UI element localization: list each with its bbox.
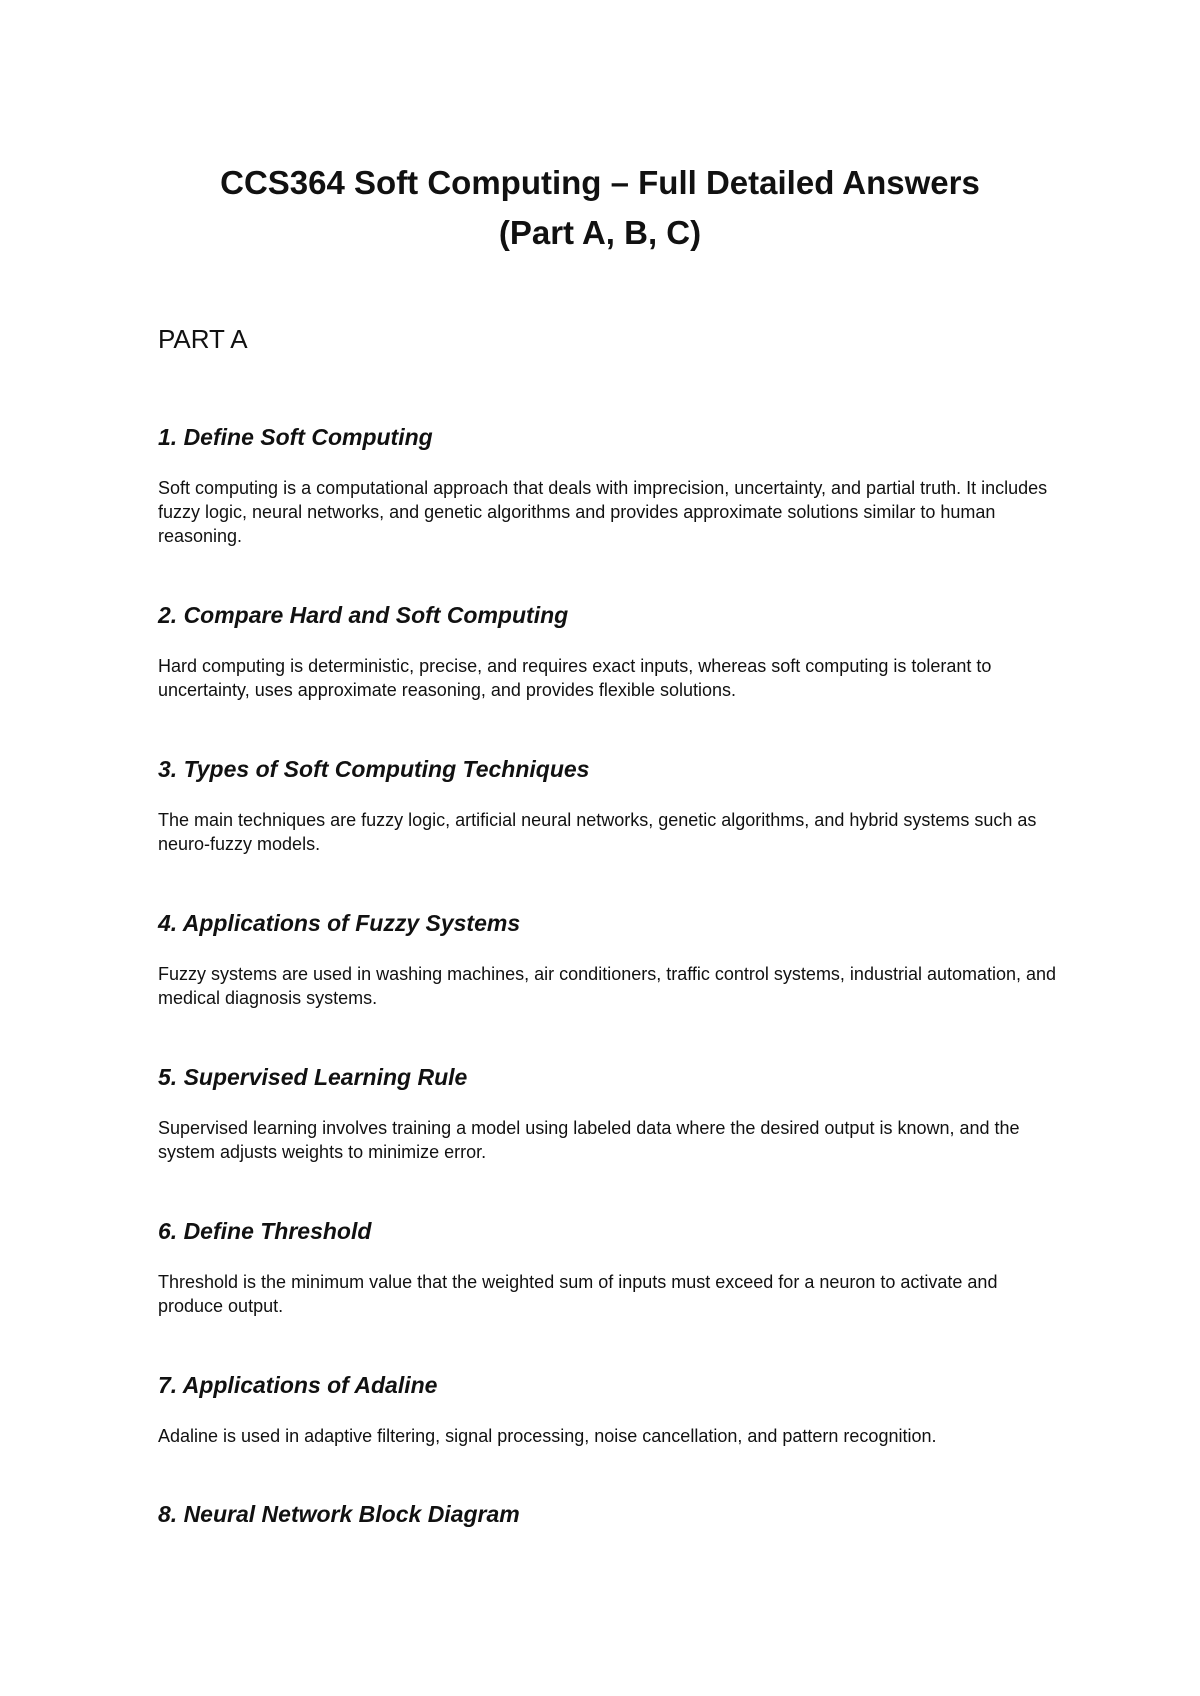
question-5-answer: Supervised learning involves training a model using labeled data where the desired output is known, and the system adjusts weights to minimize error. [158, 1118, 1020, 1162]
question-6-heading: 6. Define Threshold [158, 1218, 372, 1244]
question-7 [158, 1370, 1058, 1448]
question-4-answer: Fuzzy systems are used in washing machines, air conditioners, traffic control systems, industrial automation, and medical diagnosis systems. [158, 964, 1057, 1008]
document-title-line-2: (Part A, B, C) [498, 214, 702, 251]
question-7-heading: 7. Applications of Adaline [158, 1372, 438, 1398]
part-a-heading: PART A [158, 324, 248, 354]
question-7-answer: Adaline is used in adaptive filtering, signal processing, noise cancellation, and pattern recognition. [158, 1426, 937, 1446]
question-1-answer: Soft computing is a computational approach that deals with imprecision, uncertainty, and partial truth. It includes fuzzy logic, neural networks, and genetic algorithms and provides approximate solutions similar to human reasoning. [158, 478, 1048, 546]
question-1 [158, 422, 1058, 548]
document-title [120, 158, 1080, 258]
question-2-heading: 2. Compare Hard and Soft Computing [158, 602, 569, 628]
question-3-answer: The main techniques are fuzzy logic, artificial neural networks, genetic algorithms, and hybrid systems such as neuro-fuzzy models. [158, 810, 1037, 854]
question-5 [158, 1062, 1058, 1164]
question-3-heading: 3. Types of Soft Computing Techniques [158, 756, 590, 782]
question-2-answer: Hard computing is deterministic, precise, and requires exact inputs, whereas soft computing is tolerant to uncertainty, uses approximate reasoning, and provides flexible solutions. [158, 656, 992, 700]
question-3 [158, 754, 1058, 856]
question-4-heading: 4. Applications of Fuzzy Systems [158, 910, 521, 936]
question-6 [158, 1216, 1058, 1318]
question-4 [158, 908, 1058, 1010]
document-title-line-1: CCS364 Soft Computing – Full Detailed Answers [220, 164, 980, 201]
question-6-answer: Threshold is the minimum value that the weighted sum of inputs must exceed for a neuron to activate and produce output. [158, 1272, 998, 1316]
question-1-heading: 1. Define Soft Computing [158, 424, 433, 450]
question-8 [158, 1499, 1058, 1529]
question-5-heading: 5. Supervised Learning Rule [158, 1064, 468, 1090]
question-8-heading: 8. Neural Network Block Diagram [158, 1501, 520, 1527]
question-2 [158, 600, 1058, 702]
